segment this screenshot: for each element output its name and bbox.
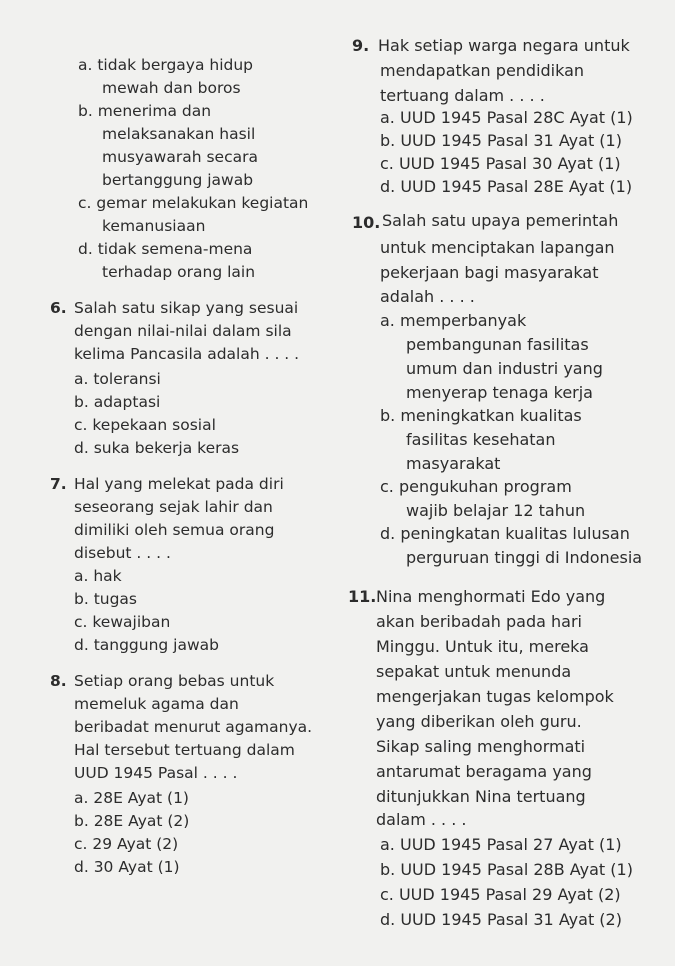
- option-c: c. pengukuhan program: [380, 477, 572, 496]
- option-d: d. peningkatan kualitas lulusan: [380, 524, 630, 543]
- question-stem: seseorang sejak lahir dan: [74, 498, 273, 516]
- question-stem: Sikap saling menghormati: [376, 737, 586, 756]
- option-b: b. UUD 1945 Pasal 31 Ayat (1): [380, 131, 622, 150]
- option-d: d. tanggung jawab: [74, 636, 220, 654]
- question-stem: untuk menciptakan lapangan: [380, 238, 615, 257]
- option-c: c. UUD 1945 Pasal 30 Ayat (1): [380, 154, 621, 173]
- question-stem: Hal yang melekat pada diri: [74, 475, 284, 493]
- question-stem: mendapatkan pendidikan: [380, 61, 585, 80]
- option-line: kemanusiaan: [102, 217, 206, 235]
- question-stem: antarumat beragama yang: [376, 762, 592, 781]
- option-c: c. UUD 1945 Pasal 29 Ayat (2): [380, 885, 621, 904]
- question-stem: Nina menghormati Edo yang: [376, 587, 606, 606]
- question-number: 9.: [352, 36, 370, 55]
- option-line: perguruan tinggi di Indonesia: [406, 548, 643, 567]
- option-c: c. 29 Ayat (2): [74, 835, 179, 853]
- question-stem: memeluk agama dan: [74, 695, 239, 713]
- option-line: d. tidak semena-mena: [78, 240, 253, 258]
- option-line: bertanggung jawab: [102, 171, 254, 189]
- option-a: a. UUD 1945 Pasal 28C Ayat (1): [380, 108, 633, 127]
- option-line: c. gemar melakukan kegiatan: [78, 194, 309, 212]
- option-line: umum dan industri yang: [406, 359, 603, 378]
- question-number: 10.: [352, 213, 381, 232]
- question-number: 8.: [50, 672, 67, 690]
- question-stem: mengerjakan tugas kelompok: [376, 687, 614, 706]
- question-stem: ditunjukkan Nina tertuang: [376, 787, 586, 806]
- question-stem: Salah satu sikap yang sesuai: [74, 299, 299, 317]
- question-stem: Salah satu upaya pemerintah: [382, 211, 619, 230]
- option-line: a. tidak bergaya hidup: [78, 56, 254, 74]
- question-number: 11.: [348, 587, 377, 606]
- option-line: b. menerima dan: [78, 102, 212, 120]
- question-stem: sepakat untuk menunda: [376, 662, 572, 681]
- option-d: d. 30 Ayat (1): [74, 858, 180, 876]
- option-line: musyawarah secara: [102, 148, 258, 166]
- question-stem: yang diberikan oleh guru.: [376, 712, 582, 731]
- option-c: c. kewajiban: [74, 613, 171, 631]
- question-stem: adalah . . . .: [380, 287, 475, 306]
- option-d: d. UUD 1945 Pasal 28E Ayat (1): [380, 177, 633, 196]
- question-stem: Minggu. Untuk itu, mereka: [376, 637, 589, 656]
- option-line: wajib belajar 12 tahun: [406, 501, 586, 520]
- option-line: pembangunan fasilitas: [406, 335, 589, 354]
- option-b: b. 28E Ayat (2): [74, 812, 190, 830]
- option-d: d. suka bekerja keras: [74, 439, 240, 457]
- option-line: melaksanakan hasil: [102, 125, 256, 143]
- question-stem: Setiap orang bebas untuk: [74, 672, 275, 690]
- option-c: c. kepekaan sosial: [74, 416, 216, 434]
- option-b: b. tugas: [74, 590, 138, 608]
- question-stem: UUD 1945 Pasal . . . .: [74, 764, 238, 782]
- option-a: a. toleransi: [74, 370, 161, 388]
- option-b: b. adaptasi: [74, 393, 161, 411]
- option-d: d. UUD 1945 Pasal 31 Ayat (2): [380, 910, 622, 929]
- question-stem: Hak setiap warga negara untuk: [378, 36, 630, 55]
- option-line: masyarakat: [406, 454, 501, 473]
- option-a: a. 28E Ayat (1): [74, 789, 189, 807]
- question-stem: kelima Pancasila adalah . . . .: [74, 345, 300, 363]
- question-number: 7.: [50, 475, 67, 493]
- option-a: a. UUD 1945 Pasal 27 Ayat (1): [380, 835, 622, 854]
- question-stem: pekerjaan bagi masyarakat: [380, 263, 599, 282]
- option-line: terhadap orang lain: [102, 263, 256, 281]
- option-a: a. memperbanyak: [380, 311, 527, 330]
- question-number: 6.: [50, 299, 67, 317]
- question-stem: akan beribadah pada hari: [376, 612, 582, 631]
- option-a: a. hak: [74, 567, 122, 585]
- question-stem: disebut . . . .: [74, 544, 171, 562]
- question-stem: dalam . . . .: [376, 810, 467, 829]
- question-stem: beribadat menurut agamanya.: [74, 718, 313, 736]
- option-b: b. UUD 1945 Pasal 28B Ayat (1): [380, 860, 633, 879]
- question-stem: dimiliki oleh semua orang: [74, 521, 275, 539]
- question-stem: tertuang dalam . . . .: [380, 86, 545, 105]
- option-b: b. meningkatkan kualitas: [380, 406, 582, 425]
- question-stem: dengan nilai-nilai dalam sila: [74, 322, 292, 340]
- option-line: mewah dan boros: [102, 79, 241, 97]
- option-line: fasilitas kesehatan: [406, 430, 556, 449]
- question-stem: Hal tersebut tertuang dalam: [74, 741, 295, 759]
- option-line: menyerap tenaga kerja: [406, 383, 593, 402]
